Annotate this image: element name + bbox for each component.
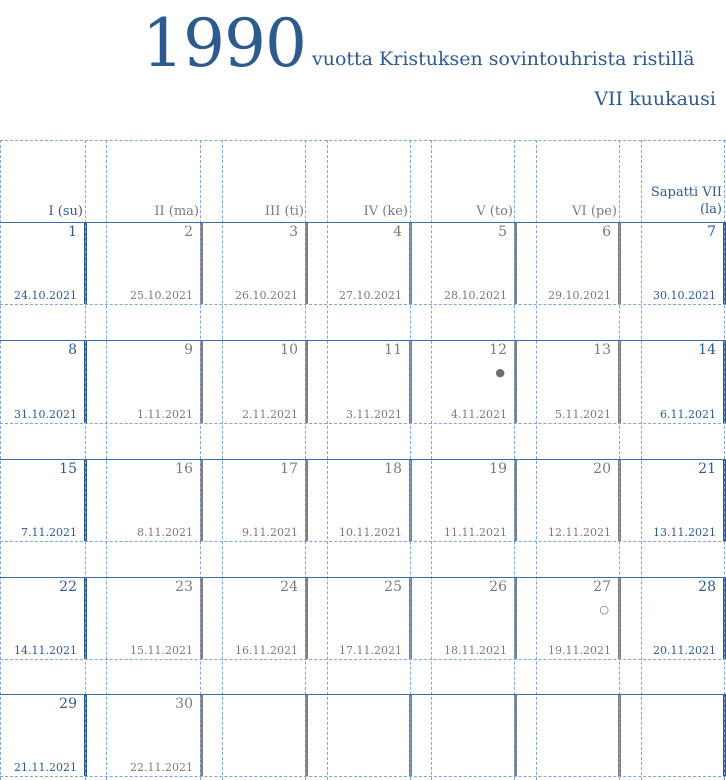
day-number: 20 — [593, 461, 611, 477]
day-cell — [106, 577, 203, 659]
day-cell — [431, 577, 517, 659]
grid-line — [0, 776, 726, 777]
day-cell — [641, 340, 726, 423]
grid-line — [536, 140, 537, 780]
grid-line — [85, 140, 86, 780]
gregorian-date: 9.11.2021 — [242, 526, 298, 539]
grid-line — [0, 140, 1, 780]
gregorian-date: 4.11.2021 — [451, 408, 507, 421]
day-cell — [222, 222, 308, 304]
day-cell — [0, 222, 87, 304]
grid-line — [410, 140, 411, 780]
day-number: 4 — [393, 224, 402, 240]
day-cell — [327, 222, 412, 304]
week-top-border — [0, 577, 726, 578]
day-cell — [641, 577, 726, 659]
grid-line — [619, 140, 620, 780]
gregorian-date: 10.11.2021 — [339, 526, 402, 539]
day-cell — [222, 459, 308, 541]
day-cell — [222, 577, 308, 659]
gregorian-date: 12.11.2021 — [548, 526, 611, 539]
day-number: 21 — [698, 461, 716, 477]
new-moon-circle-icon: ○ — [599, 603, 609, 616]
day-number: 6 — [602, 224, 611, 240]
day-number: 23 — [175, 579, 193, 595]
day-cell — [222, 694, 308, 776]
weekday-header: II (ma) — [154, 204, 199, 219]
gregorian-date: 28.10.2021 — [444, 289, 507, 302]
gregorian-date: 6.11.2021 — [660, 408, 716, 421]
grid-line — [0, 659, 726, 660]
weekday-header: VI (pe) — [572, 204, 617, 219]
day-cell — [106, 340, 203, 423]
day-cell — [0, 694, 87, 776]
weekday-header: I (su) — [48, 204, 83, 219]
day-cell — [431, 459, 517, 541]
day-cell — [106, 694, 203, 776]
gregorian-date: 20.11.2021 — [653, 644, 716, 657]
day-number: 3 — [289, 224, 298, 240]
gregorian-date: 19.11.2021 — [548, 644, 611, 657]
weekday-header: III (ti) — [264, 204, 304, 219]
day-cell — [641, 459, 726, 541]
gregorian-date: 21.11.2021 — [14, 761, 77, 774]
weekday-header: Sapatti VII (la) — [650, 185, 722, 217]
grid-line — [0, 140, 726, 141]
grid-line — [724, 140, 725, 780]
day-cell — [327, 577, 412, 659]
grid-line — [222, 140, 223, 780]
grid-line — [641, 140, 642, 780]
day-number: 27 — [593, 579, 611, 595]
day-number: 11 — [384, 342, 402, 358]
grid-line — [200, 140, 201, 780]
day-cell — [536, 222, 621, 304]
day-number: 8 — [68, 342, 77, 358]
grid-line — [0, 304, 726, 305]
day-cell — [222, 340, 308, 423]
day-cell — [0, 577, 87, 659]
day-number: 26 — [489, 579, 507, 595]
full-moon-dot-icon: ● — [495, 366, 505, 379]
week-top-border — [0, 694, 726, 695]
day-number: 14 — [698, 342, 716, 358]
week-top-border — [0, 222, 726, 223]
day-number: 12 — [489, 342, 507, 358]
day-cell — [431, 340, 517, 423]
day-number: 24 — [280, 579, 298, 595]
day-number: 16 — [175, 461, 193, 477]
gregorian-date: 31.10.2021 — [14, 408, 77, 421]
grid-line — [106, 140, 107, 780]
day-number: 17 — [280, 461, 298, 477]
day-number: 1 — [68, 224, 77, 240]
grid-line — [305, 140, 306, 780]
grid-line — [0, 423, 726, 424]
day-cell — [431, 222, 517, 304]
grid-line — [431, 140, 432, 780]
gregorian-date: 29.10.2021 — [548, 289, 611, 302]
day-number: 30 — [175, 696, 193, 712]
gregorian-date: 1.11.2021 — [137, 408, 193, 421]
grid-line — [0, 541, 726, 542]
gregorian-date: 2.11.2021 — [242, 408, 298, 421]
day-number: 9 — [184, 342, 193, 358]
gregorian-date: 26.10.2021 — [235, 289, 298, 302]
day-cell — [0, 459, 87, 541]
year-number: 1990 — [142, 5, 306, 82]
day-cell — [327, 340, 412, 423]
day-number: 7 — [707, 224, 716, 240]
week-top-border — [0, 340, 726, 341]
month-title: VII kuukausi — [594, 88, 716, 110]
day-number: 5 — [498, 224, 507, 240]
day-cell — [0, 340, 87, 423]
gregorian-date: 27.10.2021 — [339, 289, 402, 302]
gregorian-date: 3.11.2021 — [346, 408, 402, 421]
day-number: 2 — [184, 224, 193, 240]
gregorian-date: 17.11.2021 — [339, 644, 402, 657]
day-number: 13 — [593, 342, 611, 358]
gregorian-date: 11.11.2021 — [444, 526, 507, 539]
day-number: 29 — [59, 696, 77, 712]
day-number: 28 — [698, 579, 716, 595]
day-cell — [431, 694, 517, 776]
gregorian-date: 30.10.2021 — [653, 289, 716, 302]
day-cell — [106, 459, 203, 541]
gregorian-date: 24.10.2021 — [14, 289, 77, 302]
gregorian-date: 8.11.2021 — [137, 526, 193, 539]
day-cell — [327, 459, 412, 541]
day-number: 10 — [280, 342, 298, 358]
grid-line — [327, 140, 328, 780]
day-number: 25 — [384, 579, 402, 595]
day-cell — [106, 222, 203, 304]
day-cell — [536, 577, 621, 659]
weekday-header: IV (ke) — [363, 204, 408, 219]
gregorian-date: 22.11.2021 — [130, 761, 193, 774]
gregorian-date: 13.11.2021 — [653, 526, 716, 539]
gregorian-date: 5.11.2021 — [555, 408, 611, 421]
day-number: 22 — [59, 579, 77, 595]
gregorian-date: 15.11.2021 — [130, 644, 193, 657]
gregorian-date: 16.11.2021 — [235, 644, 298, 657]
gregorian-date: 7.11.2021 — [21, 526, 77, 539]
weekday-header: V (to) — [476, 204, 513, 219]
day-cell — [536, 694, 621, 776]
day-cell — [536, 340, 621, 423]
day-cell — [641, 694, 726, 776]
gregorian-date: 18.11.2021 — [444, 644, 507, 657]
day-number: 15 — [59, 461, 77, 477]
grid-line — [514, 140, 515, 780]
day-cell — [536, 459, 621, 541]
gregorian-date: 25.10.2021 — [130, 289, 193, 302]
gregorian-date: 14.11.2021 — [14, 644, 77, 657]
week-top-border — [0, 459, 726, 460]
day-number: 19 — [489, 461, 507, 477]
era-subtitle: vuotta Kristuksen sovintouhrista ristillä — [312, 48, 695, 70]
day-cell — [327, 694, 412, 776]
day-cell — [641, 222, 726, 304]
day-number: 18 — [384, 461, 402, 477]
